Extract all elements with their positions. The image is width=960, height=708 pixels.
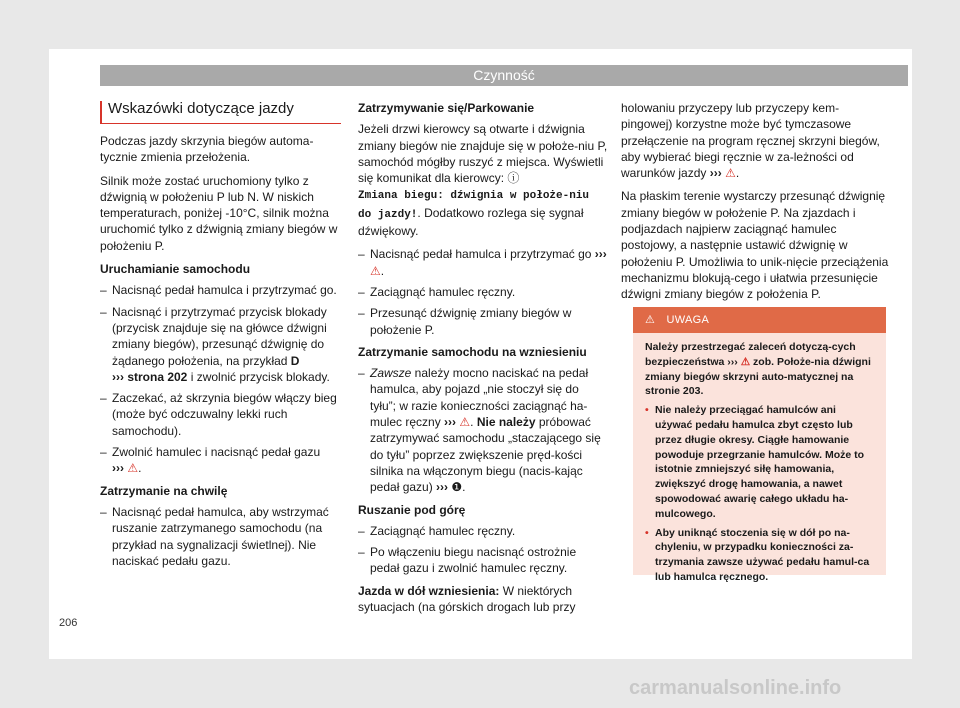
warning-link[interactable]: ›››	[594, 247, 607, 262]
subheading: Uruchamianie samochodu	[100, 262, 251, 277]
watermark: carmanualsonline.info	[629, 677, 842, 699]
section-title: Wskazówki dotyczące jazdy	[108, 100, 294, 117]
subheading: Zatrzymanie samochodu na wzniesieniu	[358, 344, 587, 359]
warning-bullet: • Aby uniknąć stoczenia się w dół po na-chyleniu, w przypadku konieczności za-trzymania zawsze używać pedału hamul-ca lub hamulca ręcznego.	[645, 526, 876, 585]
warning-link[interactable]: ›››	[727, 355, 738, 368]
subheading: Zatrzymywanie się/Parkowanie	[358, 101, 535, 115]
warning-title: UWAGA	[666, 314, 710, 326]
list-item: – Nacisnąć pedał hamulca i przytrzymać go.	[100, 282, 344, 298]
list-item: – Zaczekać, aż skrzynia biegów włączy bieg (może być odczuwalny lekki ruch samochodu).	[100, 390, 344, 439]
manual-page	[49, 49, 912, 659]
warning-triangle-icon: ⚠	[725, 166, 736, 181]
list-item: – Zaciągnąć hamulec ręczny.	[358, 523, 608, 539]
warning-link[interactable]: ›››	[112, 461, 124, 476]
title-underline	[100, 123, 341, 124]
paragraph: Silnik może zostać uruchomiony tylko z dźwignią w położeniu P lub N. W niskich temperaturach, poniżej -10°C, silnik można uruchomić tylko z dźwignią zmiany biegów w położeniu P.	[100, 173, 338, 253]
info-note-icon: ❶	[451, 480, 463, 495]
warning-triangle-icon: ⚠	[127, 461, 139, 476]
warning-triangle-icon: ⚠	[645, 314, 656, 326]
warning-triangle-icon: ⚠	[370, 263, 381, 278]
page-number: 206	[59, 617, 78, 629]
warning-triangle-icon: ⚠	[459, 415, 471, 430]
warning-body	[633, 333, 886, 585]
warning-header	[633, 307, 886, 333]
info-icon: ⓘ	[507, 171, 520, 186]
paragraph: Na płaskim terenie wystarczy przesunąć dźwignię zmiany biegów w położenie P. Na zjazdach i podjazdach najpierw zaciągnąć hamulec postojowy, a następnie ustawić dźwignię w położeniu P. Umożliwia to unik-nięcie przeciążenia mechanizmu blokują-cego i ułatwia przesunięcie dźwigni zmiany biegów z położenia P.	[621, 189, 889, 302]
driver-message: Zmiana biegu: dźwignia w położe-niu do jazdy!	[358, 190, 590, 221]
warning-box	[633, 307, 886, 583]
list-item: – Nacisnąć pedał hamulca i przytrzymać go ››› ⚠.	[358, 246, 608, 279]
chapter-header: Czynność	[100, 65, 908, 86]
page-link[interactable]: ››› strona 202	[112, 369, 188, 384]
list-item: – Przesunąć dźwignię zmiany biegów w położenie P.	[358, 305, 608, 338]
paragraph: Jeżeli drzwi kierowcy są otwarte i dźwignia zmiany biegów nie znajduje się w położe-niu P, samochód mógłby ruszyć z miejsca. Wyświetli się komunikat dla kierowcy: ⓘ Zmiana biegu: dźwignia w położe-niu do jazdy!. Dodatkowo rozlega się sygnał dźwiękowy.	[358, 122, 608, 239]
warning-link[interactable]: ›››	[709, 166, 722, 181]
list-item: – Zaciągnąć hamulec ręczny.	[358, 284, 608, 300]
paragraph: Jazda w dół wzniesienia: W niektórych sytuacjach (na górskich drogach lub przy	[358, 583, 576, 615]
list-item: – Zwolnić hamulec i nacisnąć pedał gazu ››› ⚠.	[100, 444, 344, 477]
paragraph: holowaniu przyczepy lub przyczepy kem-pingowej) korzystne może być tymczasowe przełączenie na program ręcznej skrzyni biegów, aby wybierać biegi ręcznie w za-leżności od warunków jazdy ››› ⚠.	[621, 101, 880, 181]
list-item: – Nacisnąć pedał hamulca, aby wstrzymać ruszanie zatrzymanego samochodu (na przykład na sygnalizacji świetlnej). Nie naciskać pedału gazu.	[100, 504, 344, 569]
list-item: – Po włączeniu biegu nacisnąć ostrożnie pedał gazu i zwolnić hamulec ręczny.	[358, 544, 608, 577]
warning-bullet: • Nie należy przeciągać hamulców ani używać pedału hamulca zbyt często lub przez długie okresy. Ciągłe hamowanie powoduje przegrzanie hamulców. Może to istotnie zmniejszyć siłę hamowania, zwiększyć drogę hamowania, a nawet spowodować awarię całego układu ha-mulcowego.	[645, 403, 876, 521]
warning-triangle-icon: ⚠	[740, 355, 751, 368]
column-3	[621, 100, 889, 310]
list-item: – Zawsze należy mocno naciskać na pedał hamulca, aby pojazd „nie stoczył się do tyłu”; w razie konieczności zaciągnąć ha-mulec ręczny ››› ⚠. Nie należy próbować zatrzymywać samochodu „staczającego się do tyłu” poprzez zwiększenie pręd-kości silnika na włączonym biegu (nacis-kając pedał gazu) ››› ❶.	[358, 365, 608, 495]
list-item: – Nacisnąć i przytrzymać przycisk blokady (przycisk znajduje się na główce dźwigni zmiany biegów), przesunąć dźwignię do żądanego położenia, na przykład D ››› strona 202 i zwolnić przycisk blokady.	[100, 304, 344, 385]
subheading: Zatrzymanie na chwilę	[100, 483, 228, 498]
subheading: Ruszanie pod górę	[358, 502, 466, 517]
warning-intro: Należy przestrzegać zaleceń dotyczą-cych bezpieczeństwa ››› ⚠ zob. Położe-nia dźwigni zmiany biegów skrzyni auto-matycznej na stronie 203.	[645, 341, 871, 398]
column-2	[358, 100, 608, 622]
column-1	[100, 133, 344, 574]
warning-link[interactable]: ›››	[444, 415, 457, 430]
paragraph: Podczas jazdy skrzynia biegów automa-tycznie zmienia przełożenia.	[100, 134, 314, 165]
info-link[interactable]: ›››	[436, 480, 449, 495]
